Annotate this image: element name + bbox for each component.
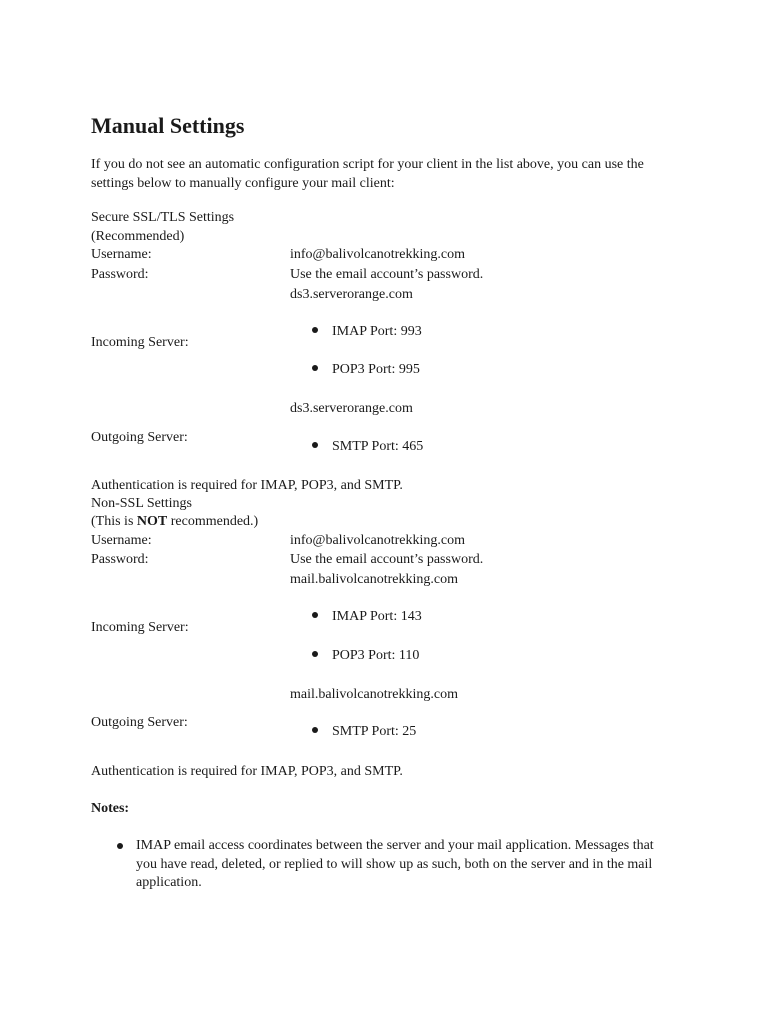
nonssl-section-heading: Non-SSL Settings	[91, 496, 192, 511]
ssl-outgoing-label: Outgoing Server:	[91, 430, 188, 445]
bullet-icon	[312, 727, 318, 733]
nonssl-outgoing-label: Outgoing Server:	[91, 715, 188, 730]
ssl-auth-note: Authentication is required for IMAP, POP3, and SMTP.	[91, 478, 403, 493]
ssl-incoming-host: ds3.serverorange.com	[290, 287, 413, 302]
bullet-icon	[312, 612, 318, 618]
nonssl-password-value: Use the email account’s password.	[290, 552, 484, 567]
nonssl-outgoing-host: mail.balivolcanotrekking.com	[290, 687, 458, 702]
list-item	[117, 837, 677, 893]
nonssl-pop3-port: POP3 Port: 110	[332, 648, 420, 663]
nonssl-smtp-port: SMTP Port: 25	[332, 724, 417, 739]
ssl-password-label: Password:	[91, 267, 149, 282]
intro-paragraph: If you do not see an automatic configuration script for your client in the list above, you can use the settings below to manually configure your mail client:	[91, 157, 644, 191]
nonssl-username-value: info@balivolcanotrekking.com	[290, 533, 466, 548]
bullet-icon	[312, 442, 318, 448]
ssl-username-value: info@balivolcanotrekking.com	[290, 247, 466, 262]
ssl-imap-port: IMAP Port: 993	[332, 324, 422, 339]
nonssl-imap-port: IMAP Port: 143	[332, 609, 422, 624]
list-item	[312, 647, 419, 665]
bullet-icon	[312, 327, 318, 333]
list-item	[312, 323, 422, 341]
page-title: Manual Settings	[91, 113, 245, 138]
nonssl-auth-note: Authentication is required for IMAP, POP3, and SMTP.	[91, 764, 403, 779]
nonssl-subheading-emphasis: NOT	[136, 514, 168, 529]
ssl-section-heading: Secure SSL/TLS Settings	[91, 210, 235, 225]
nonssl-subheading-suffix: recommended.)	[167, 514, 259, 529]
ssl-outgoing-host: ds3.serverorange.com	[290, 401, 413, 416]
note-text: IMAP email access coordinates between the server and your mail application. Messages that you have read, deleted, or replied to will show up as such, both on the server and in the mail application.	[136, 838, 654, 890]
ssl-username-label: Username:	[91, 247, 152, 262]
ssl-smtp-port: SMTP Port: 465	[332, 439, 424, 454]
nonssl-incoming-host: mail.balivolcanotrekking.com	[290, 572, 458, 587]
ssl-pop3-port: POP3 Port: 995	[332, 362, 420, 377]
list-item	[312, 361, 420, 379]
nonssl-username-label: Username:	[91, 533, 152, 548]
ssl-incoming-label: Incoming Server:	[91, 335, 189, 350]
nonssl-section-subheading	[91, 513, 258, 531]
notes-heading: Notes:	[91, 801, 130, 816]
ssl-section-subheading: (Recommended)	[91, 229, 185, 244]
list-item	[312, 608, 422, 626]
bullet-icon	[312, 651, 318, 657]
nonssl-incoming-label: Incoming Server:	[91, 620, 189, 635]
list-item	[312, 438, 423, 456]
bullet-icon	[312, 365, 318, 371]
nonssl-password-label: Password:	[91, 552, 149, 567]
list-item	[312, 723, 416, 741]
nonssl-subheading-prefix: (This is	[91, 514, 137, 529]
ssl-password-value: Use the email account’s password.	[290, 267, 484, 282]
bullet-icon	[117, 843, 123, 849]
